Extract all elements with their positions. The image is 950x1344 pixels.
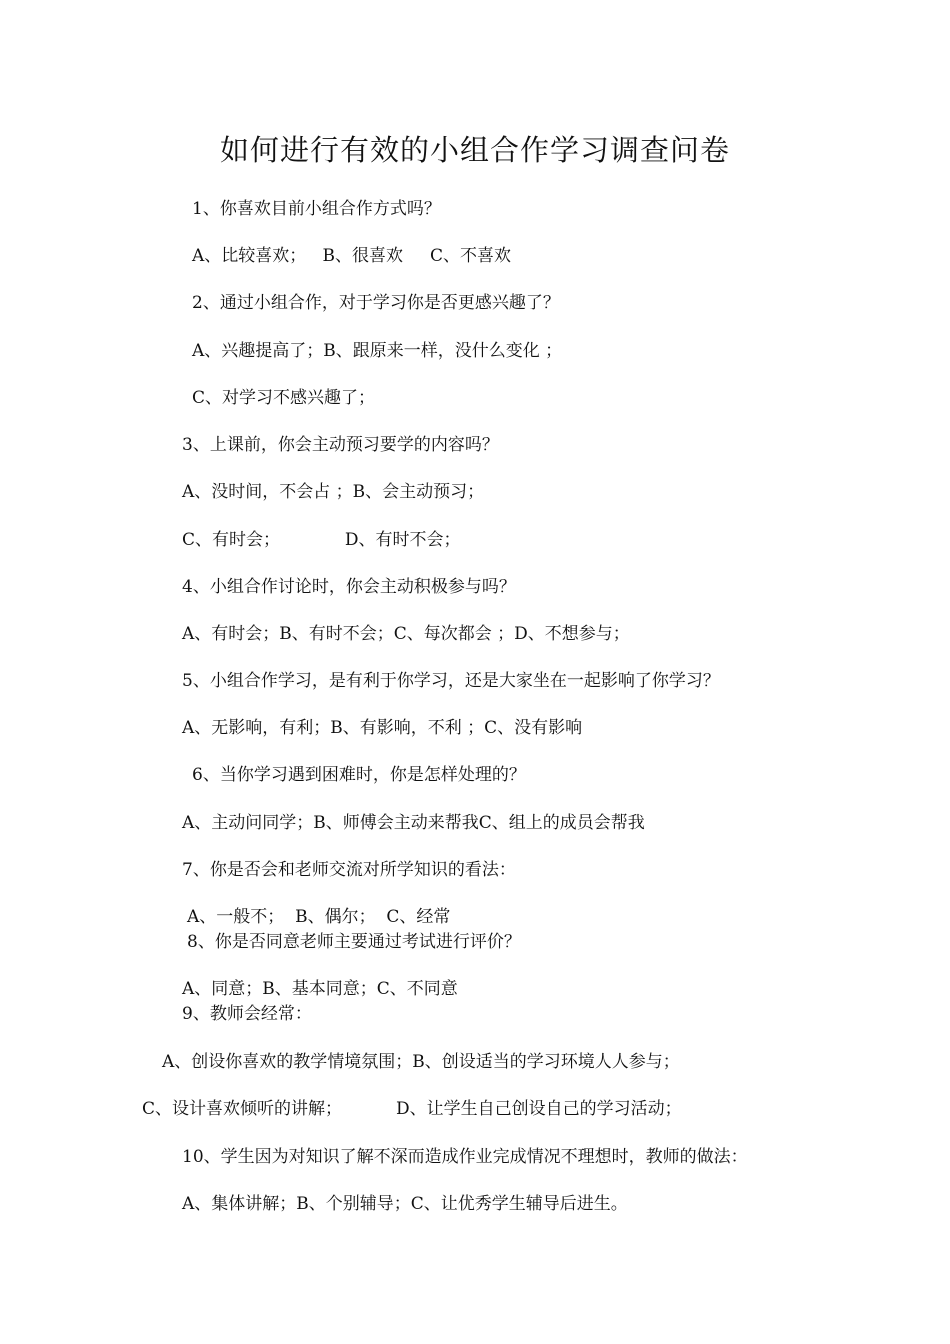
question-3-options-cd: C、有时会； D、有时不会； bbox=[182, 530, 461, 550]
question-9-options-cd: C、设计喜欢倾听的讲解； D、让学生自己创设自己的学习活动； bbox=[142, 1099, 682, 1119]
question-8-options: A、同意；B、基本同意；C、不同意 bbox=[182, 979, 458, 999]
question-5-options: A、无影响，有利；B、有影响，不利 ；C、没有影响 bbox=[182, 718, 583, 738]
question-6-options: A、主动问同学；B、师傅会主动来帮我C、组上的成员会帮我 bbox=[182, 813, 645, 833]
question-9-options-ab: A、创设你喜欢的教学情境氛围；B、创设适当的学习环境人人参与； bbox=[162, 1052, 680, 1072]
question-7-options: A、一般不； B、偶尔； C、经常 bbox=[187, 907, 451, 927]
question-2-options-c: C、对学习不感兴趣了； bbox=[192, 388, 376, 408]
question-3: 3、上课前，你会主动预习要学的内容吗？ bbox=[182, 435, 499, 455]
question-2: 2、通过小组合作，对于学习你是否更感兴趣了？ bbox=[192, 293, 560, 313]
question-4: 4、小组合作讨论时，你会主动积极参与吗？ bbox=[182, 577, 516, 597]
question-1: 1、你喜欢目前小组合作方式吗？ bbox=[192, 199, 441, 219]
question-8: 8、你是否同意老师主要通过考试进行评价？ bbox=[187, 932, 521, 952]
question-5: 5、小组合作学习，是有利于你学习，还是大家坐在一起影响了你学习？ bbox=[182, 671, 720, 691]
question-3-options-ab: A、没时间，不会占 ；B、会主动预习； bbox=[182, 482, 485, 502]
question-10: 10、学生因为对知识了解不深而造成作业完成情况不理想时，教师的做法： bbox=[182, 1147, 748, 1167]
question-1-options: A、比较喜欢； B、很喜欢 C、不喜欢 bbox=[192, 246, 512, 266]
document-title: 如何进行有效的小组合作学习调查问卷 bbox=[219, 133, 730, 167]
question-7: 7、你是否会和老师交流对所学知识的看法： bbox=[182, 860, 516, 880]
question-10-options: A、集体讲解；B、个别辅导；C、让优秀学生辅导后进生。 bbox=[182, 1194, 628, 1214]
question-4-options: A、有时会；B、有时不会；C、每次都会 ；D、不想参与； bbox=[182, 624, 630, 644]
question-6: 6、当你学习遇到困难时，你是怎样处理的？ bbox=[192, 765, 526, 785]
question-2-options-ab: A、兴趣提高了；B、跟原来一样，没什么变化 ； bbox=[192, 341, 563, 361]
question-9: 9、教师会经常： bbox=[182, 1004, 312, 1024]
